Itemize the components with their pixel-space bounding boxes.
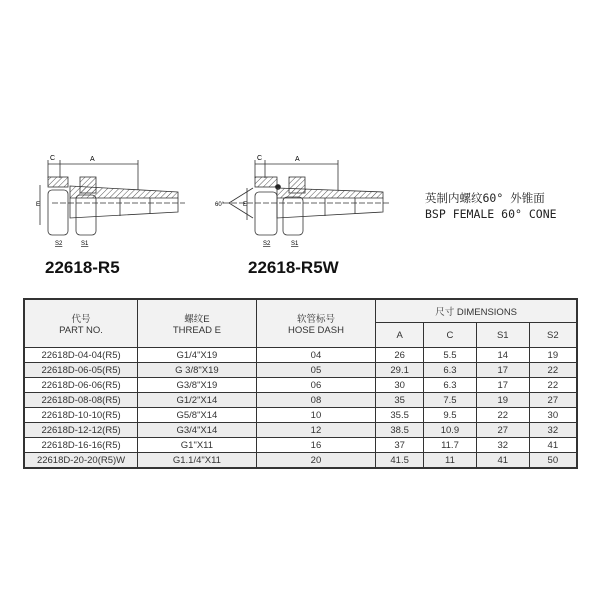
dim-s1-label: S1 (81, 241, 89, 247)
cell-dim-c: 7.5 (424, 393, 477, 408)
dim-e-label: E (36, 202, 41, 208)
cell-thread: G3/8"X19 (138, 378, 257, 393)
cell-part-no: 22618D-06-05(R5) (24, 363, 138, 378)
cell-hose-dash: 16 (256, 438, 376, 453)
cell-dim-c: 11 (424, 453, 477, 469)
header-thread: 螺纹E THREAD E (138, 299, 257, 348)
cell-dim-s1: 41 (476, 453, 529, 469)
header-s1: S1 (476, 323, 529, 348)
cell-thread: G5/8"X14 (138, 408, 257, 423)
cell-dim-c: 9.5 (424, 408, 477, 423)
cell-part-no: 22618D-10-10(R5) (24, 408, 138, 423)
table-row (24, 348, 577, 363)
cell-dim-c: 6.3 (424, 363, 477, 378)
dim-s2-label: S2 (55, 241, 63, 247)
table-row (24, 453, 577, 469)
table-row (24, 393, 577, 408)
dim-s1-label: S1 (291, 241, 299, 247)
fitting-drawing-r5 (10, 150, 200, 250)
cell-dim-s2: 30 (529, 408, 577, 423)
cell-thread: G1/4"X19 (138, 348, 257, 363)
cell-dim-c: 5.5 (424, 348, 477, 363)
header-a: A (376, 323, 424, 348)
cell-dim-s2: 22 (529, 378, 577, 393)
dim-c-label: C (50, 155, 56, 162)
cell-dim-c: 10.9 (424, 423, 477, 438)
cell-dim-a: 29.1 (376, 363, 424, 378)
dim-s2-label: S2 (263, 241, 271, 247)
cell-dim-s1: 32 (476, 438, 529, 453)
cone-angle-label: 60° (215, 202, 225, 208)
cell-dim-a: 26 (376, 348, 424, 363)
cell-thread: G 3/8"X19 (138, 363, 257, 378)
table-row (24, 363, 577, 378)
cell-part-no: 22618D-12-12(R5) (24, 423, 138, 438)
model-name-r5w: 22618-R5W (248, 258, 339, 277)
cell-hose-dash: 08 (256, 393, 376, 408)
cell-dim-a: 38.5 (376, 423, 424, 438)
cell-dim-s1: 17 (476, 378, 529, 393)
cell-hose-dash: 20 (256, 453, 376, 469)
cell-dim-s2: 19 (529, 348, 577, 363)
header-hose-dash: 软管标号 HOSE DASH (256, 299, 376, 348)
dim-a-label: A (90, 156, 95, 163)
header-dimensions: 尺寸 DIMENSIONS (376, 299, 577, 323)
cell-dim-a: 41.5 (376, 453, 424, 469)
cell-dim-s1: 27 (476, 423, 529, 438)
cell-dim-s1: 17 (476, 363, 529, 378)
cell-dim-a: 37 (376, 438, 424, 453)
cell-part-no: 22618D-20-20(R5)W (24, 453, 138, 469)
header-c: C (424, 323, 477, 348)
cell-thread: G1.1/4"X11 (138, 453, 257, 469)
cell-hose-dash: 04 (256, 348, 376, 363)
dimensions-table (23, 298, 578, 469)
dim-e-label: E (243, 202, 248, 208)
table-row (24, 423, 577, 438)
cell-dim-a: 35 (376, 393, 424, 408)
cell-dim-s2: 32 (529, 423, 577, 438)
dim-a-label: A (295, 156, 300, 163)
table-row (24, 378, 577, 393)
cell-dim-s2: 41 (529, 438, 577, 453)
header-s2: S2 (529, 323, 577, 348)
cell-thread: G3/4"X14 (138, 423, 257, 438)
table-row (24, 408, 577, 423)
cell-dim-s1: 22 (476, 408, 529, 423)
cell-hose-dash: 10 (256, 408, 376, 423)
cell-dim-s1: 19 (476, 393, 529, 408)
cell-dim-a: 30 (376, 378, 424, 393)
cell-dim-c: 11.7 (424, 438, 477, 453)
table-row (24, 438, 577, 453)
cell-thread: G1/2"X14 (138, 393, 257, 408)
description-en: BSP FEMALE 60° CONE (425, 207, 557, 221)
cell-part-no: 22618D-04-04(R5) (24, 348, 138, 363)
fitting-drawing-r5w (215, 150, 405, 250)
cell-dim-s2: 22 (529, 363, 577, 378)
cell-part-no: 22618D-08-08(R5) (24, 393, 138, 408)
cell-hose-dash: 06 (256, 378, 376, 393)
dim-c-label: C (257, 155, 263, 162)
model-name-r5: 22618-R5 (45, 258, 120, 277)
cell-part-no: 22618D-16-16(R5) (24, 438, 138, 453)
header-part-no: 代号 PART NO. (24, 299, 138, 348)
cell-dim-s1: 14 (476, 348, 529, 363)
cell-dim-s2: 50 (529, 453, 577, 469)
cell-part-no: 22618D-06-06(R5) (24, 378, 138, 393)
cell-thread: G1"X11 (138, 438, 257, 453)
cell-hose-dash: 05 (256, 363, 376, 378)
cell-hose-dash: 12 (256, 423, 376, 438)
cell-dim-s2: 27 (529, 393, 577, 408)
cell-dim-c: 6.3 (424, 378, 477, 393)
fitting-description (425, 190, 557, 222)
cell-dim-a: 35.5 (376, 408, 424, 423)
description-cn: 英制内螺纹60° 外锥面 (425, 191, 545, 205)
